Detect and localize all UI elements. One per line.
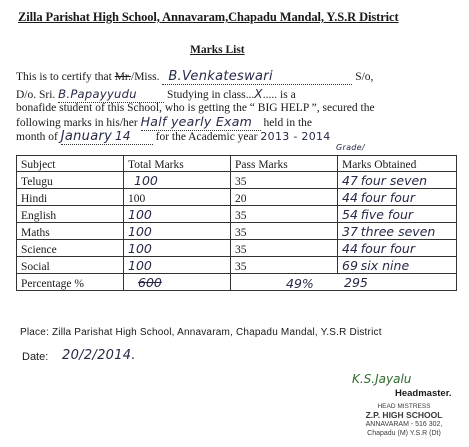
headmaster-signature: K.S.Jayalu <box>352 372 412 386</box>
obtained-words-cell: six nine <box>360 258 410 273</box>
obtained-marks-cell: 54 <box>342 207 358 222</box>
pass-marks-cell: 35 <box>231 206 338 223</box>
school-title: Zilla Parishat High School, Annavaram,Chapadu Mandal, Y.S.R District <box>18 10 399 24</box>
table-row <box>17 172 457 189</box>
table-row <box>17 223 457 240</box>
obtained-marks-cell: 44 <box>342 241 358 256</box>
obtained-marks-cell: 44 <box>342 190 358 205</box>
obtained-marks-cell: 69 <box>342 258 358 273</box>
title-mr-struck: Mr. <box>114 71 131 83</box>
stamp-line-2: Z.P. HIGH SCHOOL <box>365 410 443 420</box>
parent-name: B.Papayyudu <box>58 87 137 101</box>
header-pass-marks: Pass Marks <box>231 156 338 172</box>
percentage-row <box>17 274 457 291</box>
total-marks-cell: 100 <box>128 258 152 273</box>
marks-table <box>16 155 457 291</box>
subject-cell: Science <box>17 240 124 257</box>
total-obtained: 295 <box>344 275 368 290</box>
table-header-row <box>17 156 457 172</box>
table-row <box>17 206 457 223</box>
total-marks-cell: 100 <box>128 207 152 222</box>
exam-name: Half yearly Exam <box>140 114 253 129</box>
header-subject: Subject <box>17 156 124 172</box>
academic-year: 2013 - 2014 <box>260 130 331 143</box>
grade-note: Grade/ <box>336 143 365 152</box>
pass-marks-cell: 35 <box>231 172 338 189</box>
daughter-of-label: D/o. Sri. <box>16 89 56 101</box>
place-line: Place: Zilla Parishat High School, Annavaram, Chapadu Mandal, Y.S.R District <box>20 327 382 338</box>
is-a-label: ..... is a <box>262 89 296 101</box>
subject-cell: Telugu <box>17 172 124 189</box>
held-in-label: held in the <box>263 117 312 129</box>
obtained-marks-cell: 37 <box>342 224 358 239</box>
total-marks-cell: 100 <box>128 241 152 256</box>
marks-in-label: following marks in his/her <box>16 117 138 129</box>
pass-marks-cell: 35 <box>231 223 338 240</box>
class-value: X <box>254 87 263 101</box>
subject-cell: English <box>17 206 124 223</box>
exam-year-short: 14 <box>115 129 131 143</box>
document-title: Marks List <box>190 44 245 56</box>
obtained-words-cell: four four <box>360 190 415 205</box>
table-row <box>17 240 457 257</box>
subject-cell: Hindi <box>17 189 124 206</box>
stamp-line-4: Chapadu (M) Y.S.R (Dt) <box>367 430 441 437</box>
percentage-label: Percentage % <box>17 274 124 291</box>
certificate-line-5 <box>16 129 331 145</box>
total-marks-cell: 100 <box>124 189 231 206</box>
pass-marks-cell: 35 <box>231 240 338 257</box>
son-of-label: S/o, <box>355 71 374 83</box>
subject-cell: Social <box>17 257 124 274</box>
headmaster-label: Headmaster. <box>395 388 452 399</box>
stamp-line-1: HEAD MISTRESS <box>377 403 431 410</box>
exam-month: January <box>60 129 113 144</box>
total-marks-cell: 100 <box>128 224 152 239</box>
school-stamp <box>344 402 464 438</box>
percentage-struck-value: 600 <box>138 275 162 290</box>
month-of-label: month of <box>16 131 58 143</box>
studying-label: Studying in class... <box>167 89 255 101</box>
table-row <box>17 257 457 274</box>
header-marks-obtained: Marks Obtained <box>338 156 457 172</box>
certificate-line-3: bonafide student of this School, who is getting the “ BIG HELP ”, secured the <box>16 102 375 114</box>
academic-year-label: for the Academic year <box>155 131 258 143</box>
stamp-line-3: ANNAVARAM - 516 302, <box>365 421 443 428</box>
obtained-marks-cell: 47 <box>342 173 358 188</box>
table-row <box>17 189 457 206</box>
date-label: Date: <box>22 351 49 363</box>
date-value: 20/2/2014. <box>62 348 136 363</box>
pass-marks-cell: 20 <box>231 189 338 206</box>
total-marks-cell: 100 <box>134 173 158 188</box>
obtained-words-cell: three seven <box>360 224 436 239</box>
obtained-words-cell: five four <box>360 207 414 222</box>
obtained-words-cell: four four <box>360 241 415 256</box>
certify-prefix: This is to certify that <box>16 71 112 83</box>
pass-marks-cell: 35 <box>231 257 338 274</box>
certificate-line-1 <box>16 70 373 85</box>
obtained-words-cell: four seven <box>360 173 428 188</box>
header-total-marks: Total Marks <box>124 156 231 172</box>
student-name: B.Venkateswari <box>168 69 273 84</box>
title-miss: /Miss. <box>131 71 160 83</box>
subject-cell: Maths <box>17 223 124 240</box>
percentage-value: 49% <box>286 276 314 291</box>
